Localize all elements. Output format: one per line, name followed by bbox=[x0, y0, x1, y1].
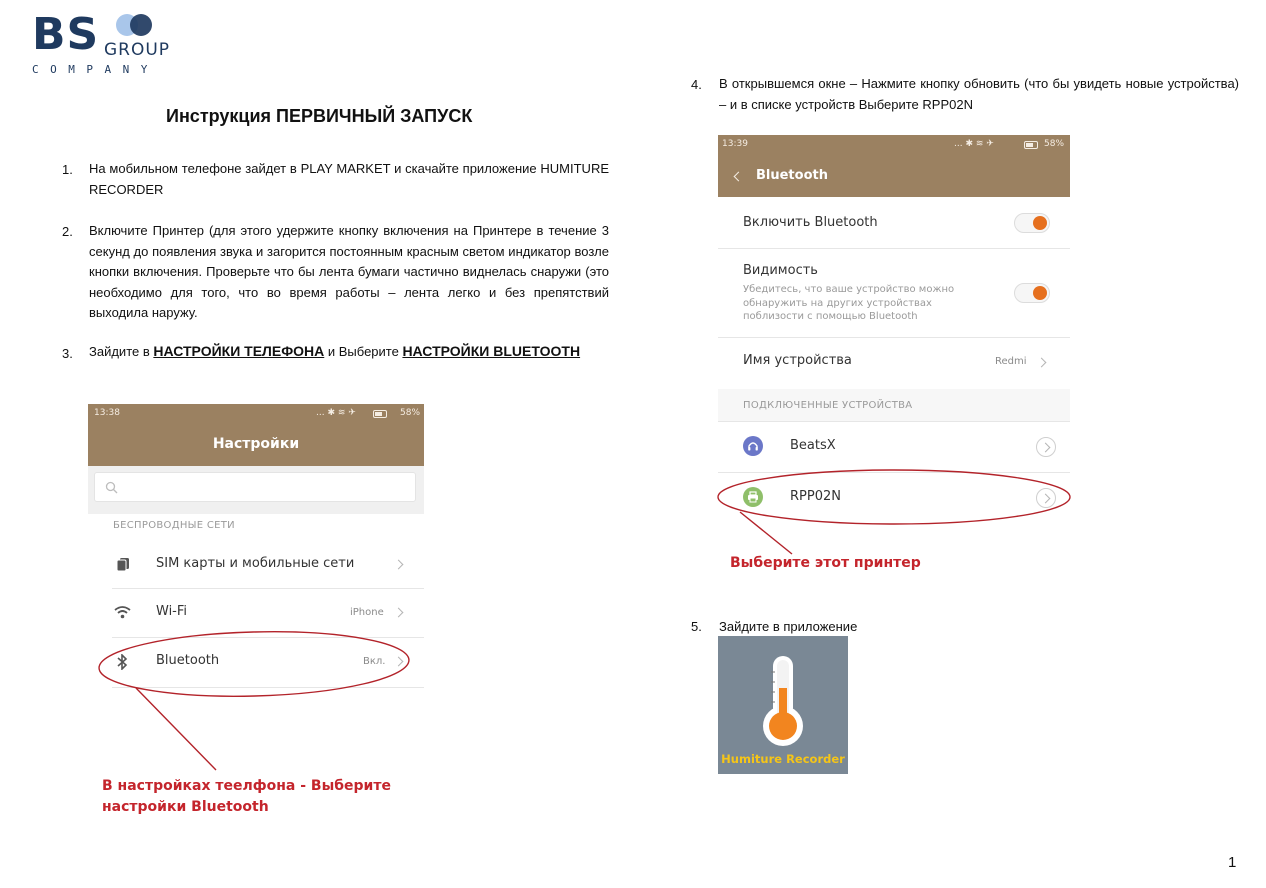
step-5-number: 5. bbox=[691, 619, 702, 634]
battery-percent: 58% bbox=[400, 408, 421, 418]
device-name-label: Имя устройства bbox=[743, 353, 852, 368]
chevron-right-icon bbox=[394, 560, 404, 570]
bluetooth-title: Bluetooth bbox=[756, 168, 828, 183]
status-icons: ... ✱ ≋ ✈ bbox=[954, 139, 994, 149]
search-icon bbox=[105, 481, 118, 494]
bluetooth-settings-link: НАСТРОЙКИ BLUETOOTH bbox=[402, 343, 581, 359]
page-number: 1 bbox=[1228, 854, 1237, 871]
battery-percent: 58% bbox=[1044, 139, 1065, 149]
step-2-text: Включите Принтер (для этого удержите кнопку включения на Принтере в течение 3 секунд до появления звука и загорится постоянным красным светом индикатор возле кнопки включения. Проверьте что бы лента бумаги частично виднелась снаружи (это необходимо для того, что во время работы – лента легко и без препятствий выходила наружу. bbox=[89, 223, 609, 320]
device-details-button[interactable] bbox=[1036, 437, 1056, 457]
step-2-number: 2. bbox=[62, 224, 73, 239]
step-5-text: Зайдите в приложение bbox=[719, 619, 858, 634]
logo-group-text: GROUP bbox=[104, 40, 171, 60]
logo-circle-dark bbox=[130, 14, 152, 36]
visibility-desc-line: поблизости с помощью Bluetooth bbox=[743, 311, 918, 322]
bluetooth-header bbox=[718, 157, 1070, 197]
status-time: 13:39 bbox=[722, 139, 748, 149]
annotation-line-2: настройки Bluetooth bbox=[102, 799, 269, 815]
document-title: Инструкция ПЕРВИЧНЫЙ ЗАПУСК bbox=[166, 106, 473, 126]
section-connected-devices: ПОДКЛЮЧЕННЫЕ УСТРОЙСТВА bbox=[743, 400, 913, 411]
divider bbox=[718, 248, 1070, 249]
enable-bluetooth-label: Включить Bluetooth bbox=[743, 215, 878, 230]
humiture-app-icon[interactable] bbox=[718, 636, 848, 774]
device-name-beatsx: BeatsX bbox=[790, 438, 836, 453]
phone-settings-link: НАСТРОЙКИ ТЕЛЕФОНА bbox=[153, 343, 325, 359]
back-icon[interactable] bbox=[734, 172, 744, 182]
row-value-bluetooth: Вкл. bbox=[363, 656, 386, 667]
step-1-number: 1. bbox=[62, 162, 73, 177]
headphones-icon bbox=[743, 436, 763, 456]
visibility-toggle[interactable] bbox=[1014, 283, 1050, 303]
sidebar-item-sim[interactable] bbox=[88, 540, 424, 588]
annotation-ellipse-bluetooth bbox=[88, 610, 428, 790]
thermometer-icon bbox=[759, 652, 807, 750]
step-4-text: В открывшемся окне – Нажмите кнопку обновить (что бы увидеть новые устройства) – и в списке устройств Выберите RPP02N bbox=[719, 76, 1239, 112]
chevron-right-icon bbox=[1041, 443, 1051, 453]
status-time: 13:38 bbox=[94, 408, 120, 418]
chevron-right-icon bbox=[1037, 358, 1047, 368]
step-1-text: На мобильном телефоне зайдет в PLAY MARKET и скачайте приложение HUMITURE RECORDER bbox=[89, 161, 609, 197]
annotation-printer: Выберите этот принтер bbox=[730, 555, 921, 571]
step-3-number: 3. bbox=[62, 346, 73, 361]
toggle-knob bbox=[1033, 216, 1047, 230]
settings-header bbox=[88, 426, 424, 466]
status-bar bbox=[718, 135, 1070, 157]
section-wireless: БЕСПРОВОДНЫЕ СЕТИ bbox=[113, 520, 235, 531]
row-label-wifi: Wi-Fi bbox=[156, 604, 188, 619]
sim-icon bbox=[116, 557, 130, 571]
app-icon-label: Humiture Recorder bbox=[721, 752, 845, 766]
search-input[interactable] bbox=[94, 472, 416, 502]
annotation-ellipse-printer bbox=[714, 460, 1074, 560]
battery-icon bbox=[1024, 141, 1038, 149]
logo-bs-text: BS bbox=[32, 9, 100, 60]
battery-icon bbox=[373, 410, 387, 418]
status-icons: ... ✱ ≋ ✈ bbox=[316, 408, 356, 418]
step-4-number: 4. bbox=[691, 77, 702, 92]
status-bar bbox=[88, 404, 424, 426]
visibility-description bbox=[743, 283, 954, 324]
row-label-sim: SIM карты и мобильные сети bbox=[156, 556, 355, 571]
device-name-value: Redmi bbox=[995, 356, 1027, 367]
toggle-knob bbox=[1033, 286, 1047, 300]
device-name-row[interactable] bbox=[718, 338, 1070, 388]
logo-company-text: COMPANY bbox=[32, 63, 159, 76]
settings-title: Настройки bbox=[212, 436, 300, 452]
bluetooth-toggle[interactable] bbox=[1014, 213, 1050, 233]
step-3-text bbox=[89, 343, 580, 359]
visibility-desc-line: обнаружить на других устройствах bbox=[743, 297, 932, 309]
device-name-rpp02n: RPP02N bbox=[790, 489, 841, 504]
visibility-desc-line: Убедитесь, что ваше устройство можно bbox=[743, 284, 955, 295]
step-3-middle: и Выберите bbox=[324, 344, 403, 359]
step-3-prefix: Зайдите в bbox=[89, 344, 154, 359]
visibility-label: Видимость bbox=[743, 263, 818, 278]
row-label-bluetooth: Bluetooth bbox=[156, 653, 220, 668]
row-value-wifi: iPhone bbox=[350, 607, 384, 618]
annotation-line-1: В настройках теелфона - Выберите bbox=[102, 778, 391, 794]
